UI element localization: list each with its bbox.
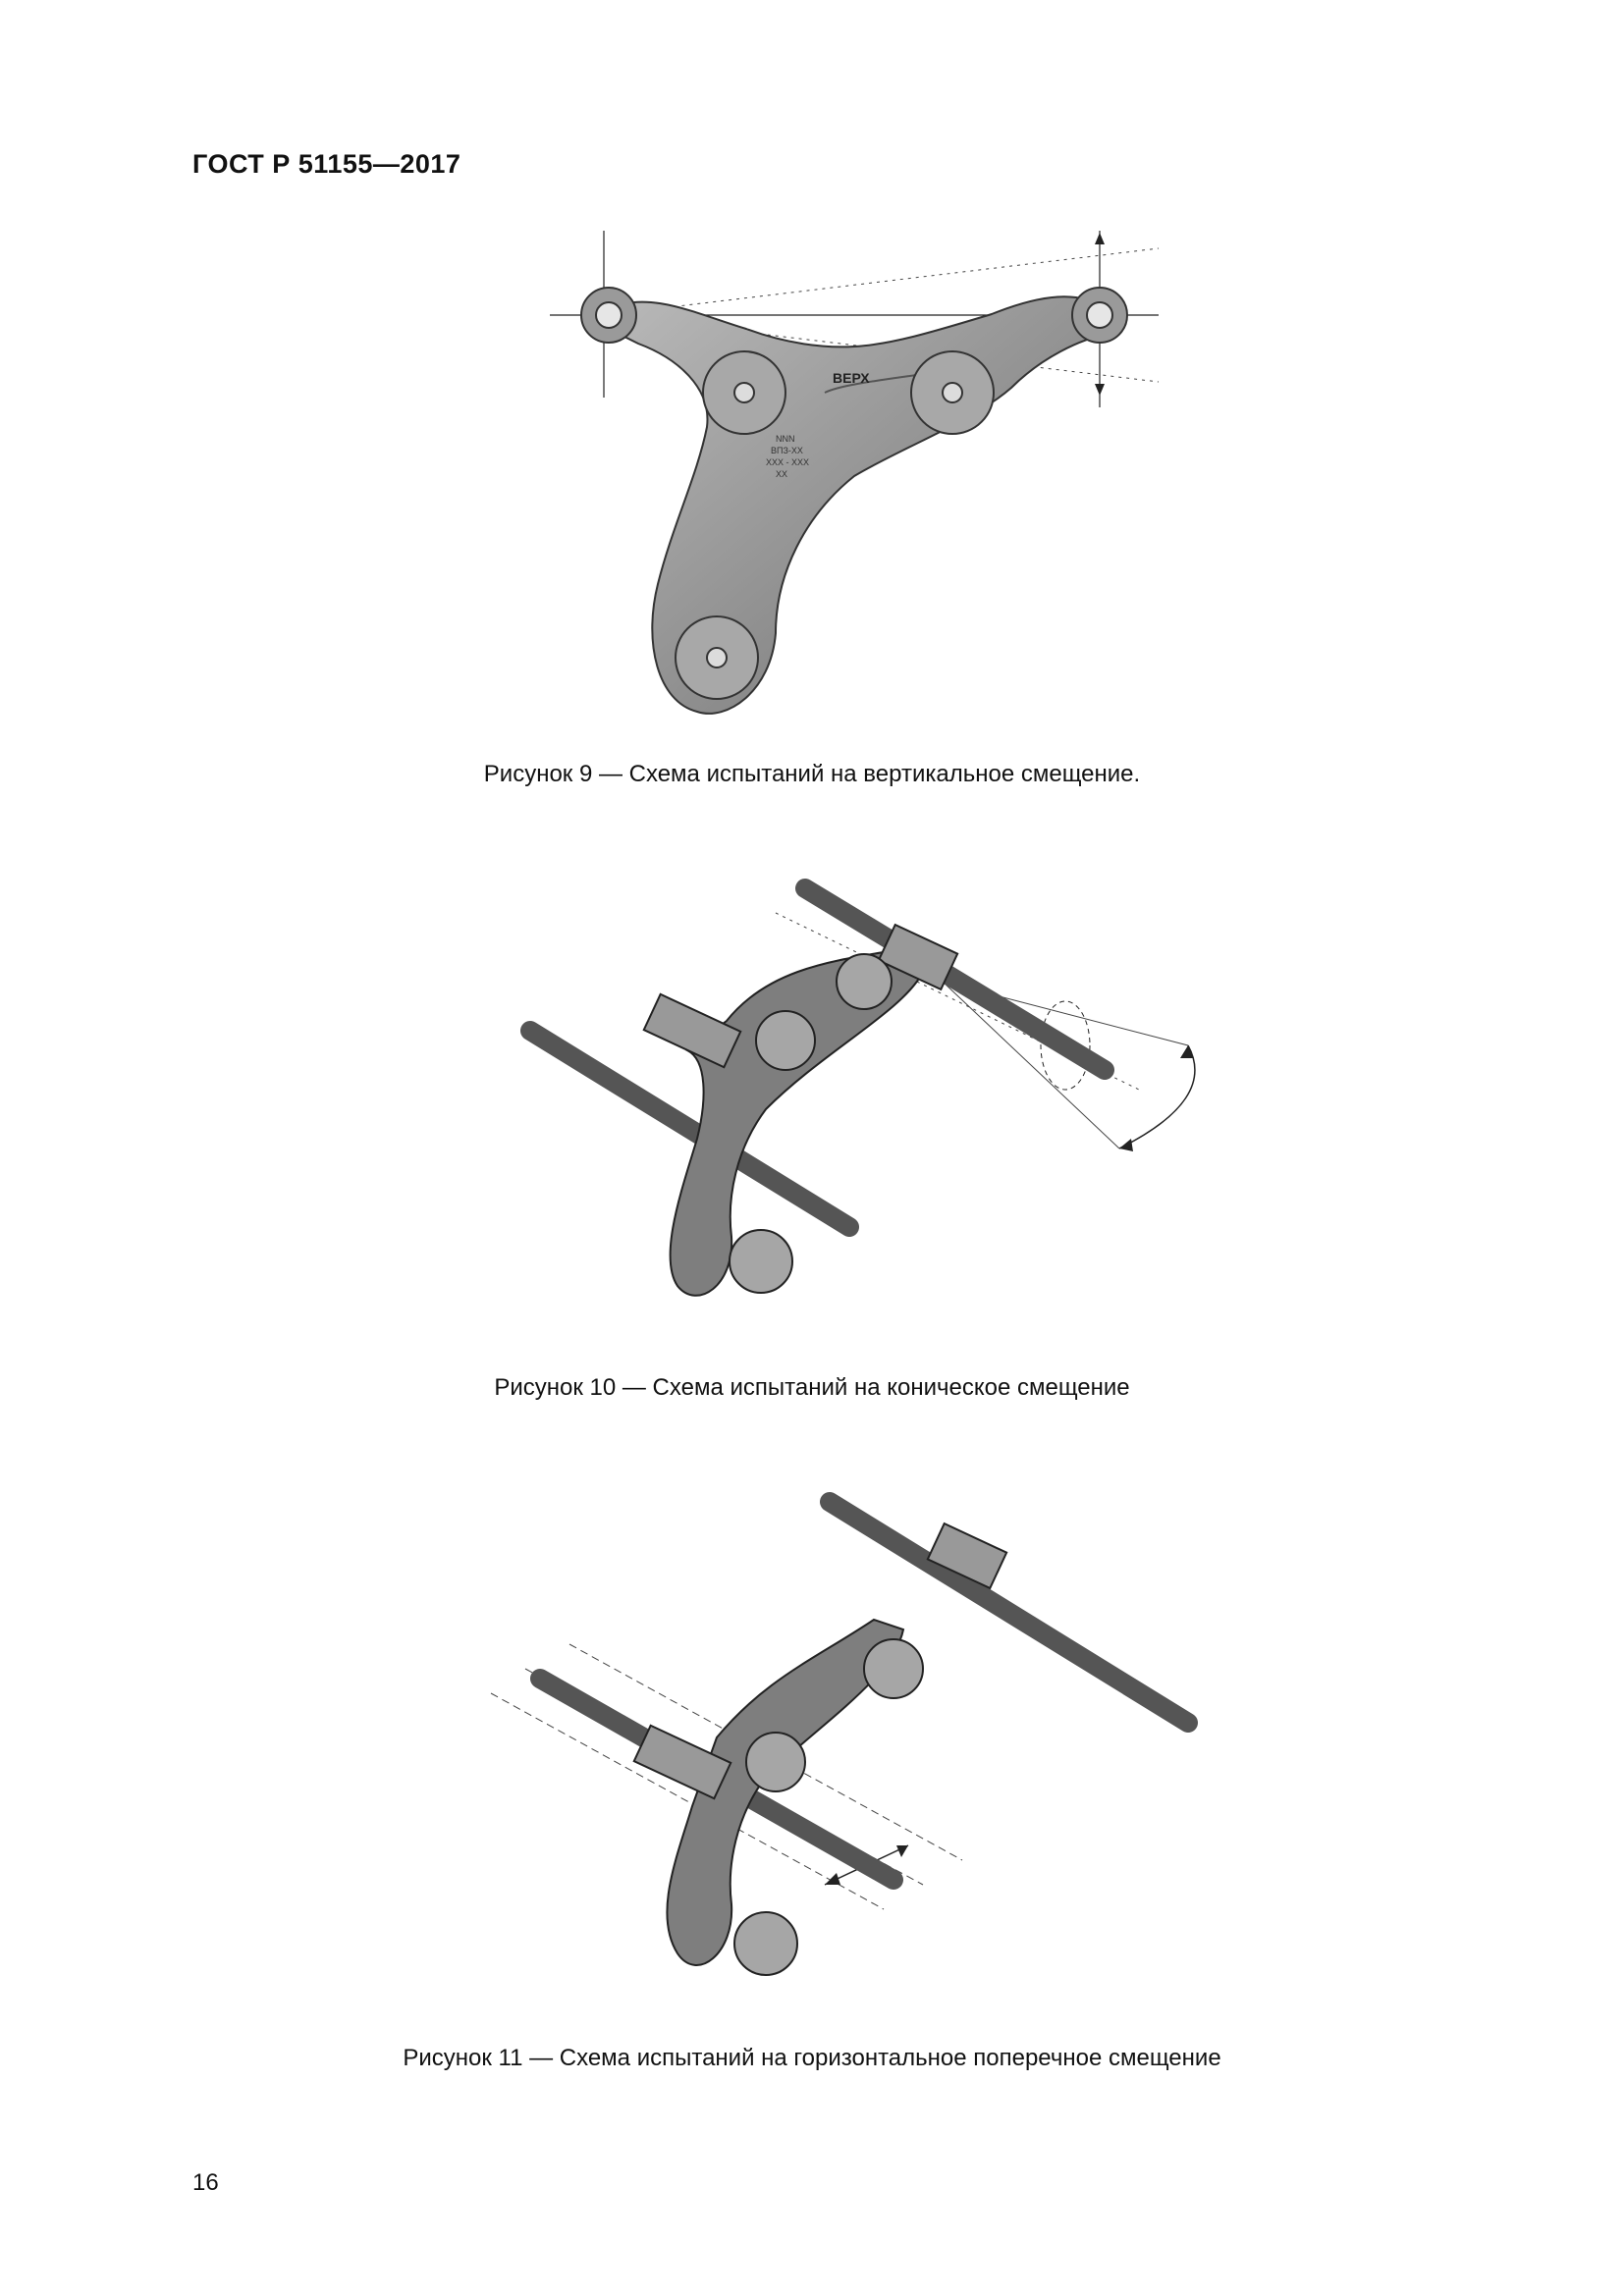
figure-11-drawing: [481, 1482, 1227, 2012]
figure-9-caption: Рисунок 9 — Схема испытаний на вертикальное смещение.: [483, 761, 1141, 787]
figure-9-mark-3: ХХХ - ХХХ: [766, 457, 810, 467]
figure-9-drawing: [530, 221, 1168, 741]
figure-9-mark-2: ВПЗ-ХХ: [771, 446, 803, 455]
page-number: 16: [192, 2169, 219, 2196]
figure-9-label: ВЕРХ: [833, 370, 870, 386]
figure-10-caption: Рисунок 10 — Схема испытаний на коническое смещение: [494, 1374, 1130, 1401]
figure-9-mark-4: ХХ: [776, 469, 788, 479]
figure-9-mark-1: NNN: [776, 434, 795, 444]
figure-10-drawing: [511, 864, 1218, 1374]
document-header: ГОСТ Р 51155—2017: [192, 149, 461, 179]
figure-11-caption: Рисунок 11 — Схема испытаний на горизонтальное поперечное смещение: [403, 2045, 1221, 2071]
